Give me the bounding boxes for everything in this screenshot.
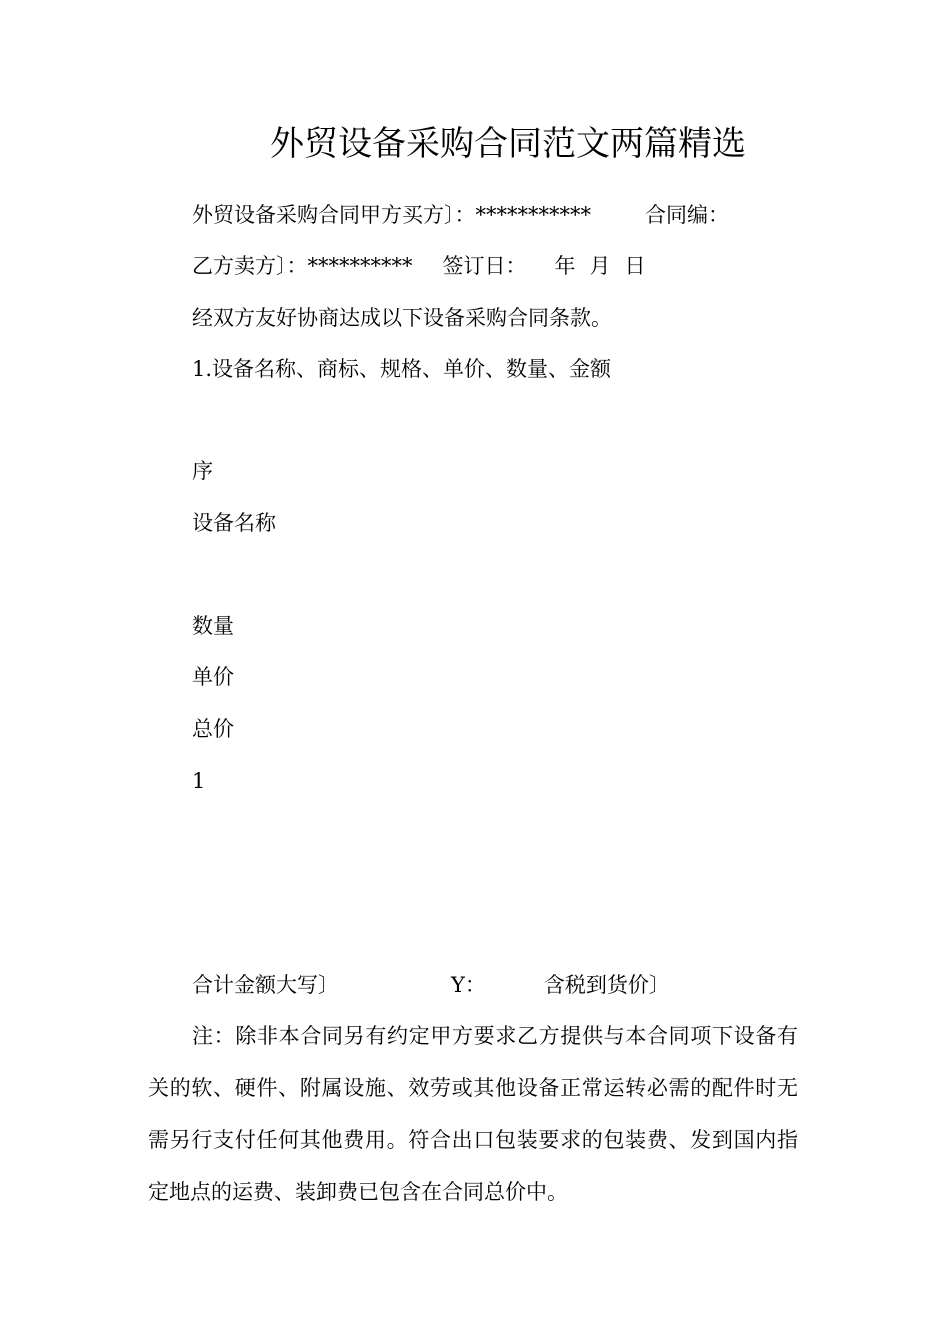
sign-date-label: 签订日： bbox=[442, 254, 527, 278]
sign-year: 年 bbox=[554, 254, 576, 278]
sign-day: 日 bbox=[624, 254, 646, 278]
total-currency: Y： bbox=[451, 973, 486, 997]
table-header-total: 总价 bbox=[192, 717, 234, 741]
party-b-line bbox=[192, 251, 646, 281]
party-a-value: *********** bbox=[475, 203, 591, 227]
table-header-index: 序 bbox=[192, 459, 213, 483]
contract-number-label: 合同编： bbox=[645, 203, 729, 227]
total-amount-label: 合计金额大写〕 bbox=[192, 973, 339, 997]
table-header-name: 设备名称 bbox=[192, 511, 276, 535]
sign-month: 月 bbox=[589, 254, 611, 278]
total-amount-line bbox=[192, 970, 670, 1000]
document-title: 外贸设备采购合同范文两篇精选 bbox=[270, 124, 746, 164]
intro-text: 经双方友好协商达成以下设备采购合同条款。 bbox=[192, 306, 612, 330]
party-b-label: 乙方卖方〕： bbox=[192, 254, 308, 278]
party-b-value: ********** bbox=[307, 254, 413, 278]
section-1-heading: 1.设备名称、商标、规格、单价、数量、金额 bbox=[192, 357, 612, 381]
total-note: 含税到货价〕 bbox=[543, 973, 670, 997]
table-header-unit-price: 单价 bbox=[192, 665, 234, 689]
party-a-label: 外贸设备采购合同甲方买方〕： bbox=[192, 203, 476, 227]
note-paragraph: 注：除非本合同另有约定甲方要求乙方提供与本合同项下设备有关的软、硬件、附属设施、效劳或其他设备正常运转必需的配件时无需另行支付任何其他费用。符合出口包装要求的包装费、发到国内指定地点的运费、装卸费已包含在合同总价中。 bbox=[148, 1024, 798, 1204]
party-a-line bbox=[192, 200, 729, 230]
table-header-quantity: 数量 bbox=[192, 614, 234, 638]
table-row-1-index: 1 bbox=[192, 769, 206, 793]
